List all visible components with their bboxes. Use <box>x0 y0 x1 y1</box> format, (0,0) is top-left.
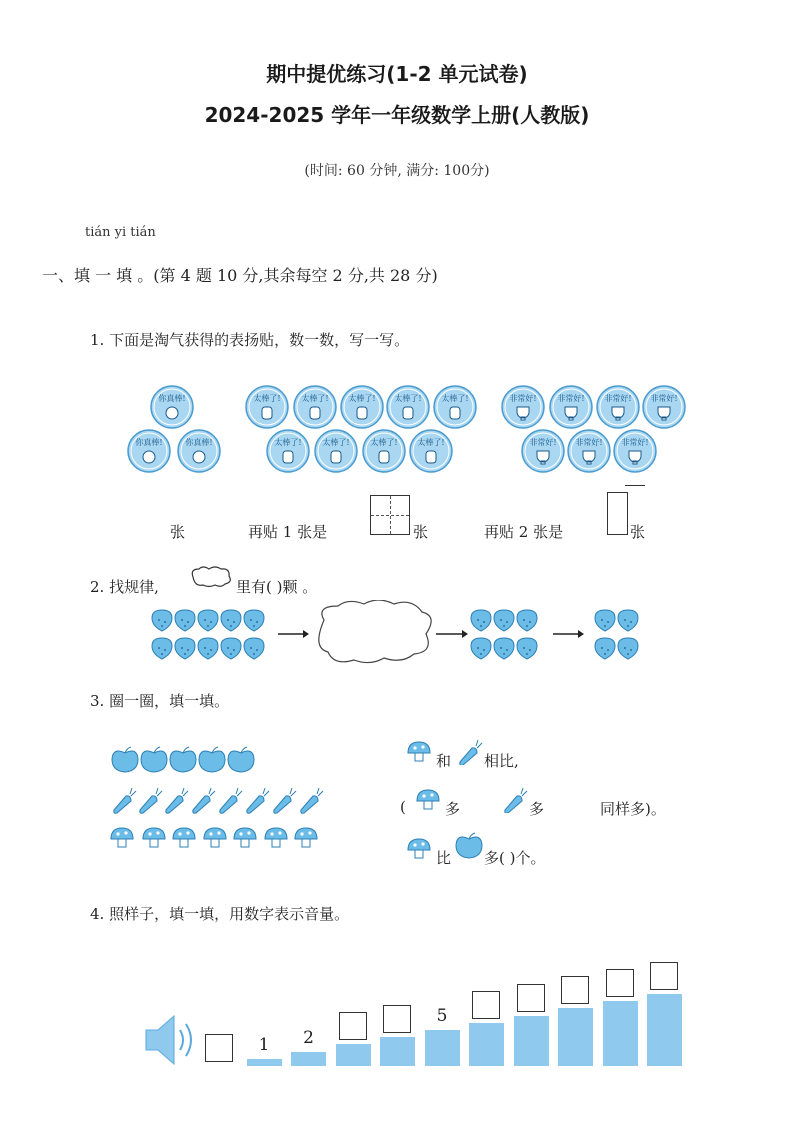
q3-option-carrot-more[interactable]: 多 <box>529 800 545 818</box>
svg-text:你真棒!: 你真棒! <box>158 394 186 403</box>
page-subtitle: 2024-2025 学年一年级数学上册(人教版) <box>204 103 590 127</box>
mushroom-icon <box>405 836 435 862</box>
svg-text:太棒了!: 太棒了! <box>274 438 302 447</box>
volume-label: 5 <box>436 1006 448 1026</box>
q1-unit-3: 张 <box>630 523 646 541</box>
q2-prompt-b: 里有( )颗 。 <box>236 578 318 596</box>
volume-answer-box[interactable] <box>517 984 545 1012</box>
q3-objects-figure <box>108 745 338 857</box>
sticker-thumb-group <box>246 386 476 472</box>
q3-line3-than: 比 <box>436 849 452 867</box>
volume-bar <box>514 1016 549 1066</box>
svg-text:太棒了!: 太棒了! <box>253 394 281 403</box>
carrot-icon <box>500 787 528 813</box>
svg-text:太棒了!: 太棒了! <box>301 394 329 403</box>
q3-line1-and: 和 <box>436 752 452 770</box>
svg-text:非常好!: 非常好! <box>575 438 603 447</box>
mushroom-icon <box>414 787 444 813</box>
svg-text:非常好!: 非常好! <box>557 394 585 403</box>
volume-answer-box[interactable] <box>561 976 589 1004</box>
cloud-blank <box>319 600 431 663</box>
q1-overline <box>625 485 645 486</box>
q2-strawberry-pattern <box>148 600 648 665</box>
volume-answer-box[interactable] <box>339 1012 367 1040</box>
volume-bar <box>380 1037 415 1066</box>
q3-option-equal[interactable]: 同样多)。 <box>600 800 666 818</box>
svg-text:太棒了!: 太棒了! <box>441 394 469 403</box>
q1-answer-box-narrow[interactable] <box>607 492 628 535</box>
svg-text:非常好!: 非常好! <box>650 394 678 403</box>
q1-stickers-figure <box>115 375 695 480</box>
q1-answer-box-tens-ones[interactable] <box>370 495 410 535</box>
mushroom-row <box>111 828 317 847</box>
berries-4 <box>595 610 638 659</box>
volume-answer-box[interactable] <box>383 1005 411 1033</box>
svg-text:非常好!: 非常好! <box>604 394 632 403</box>
volume-bar <box>647 994 682 1066</box>
svg-text:非常好!: 非常好! <box>509 394 537 403</box>
q4-prompt: 4. 照样子，填一填，用数字表示音量。 <box>90 905 350 923</box>
volume-label: 1 <box>258 1034 270 1055</box>
volume-answer-box[interactable] <box>606 969 634 997</box>
apple-row <box>112 747 254 772</box>
svg-text:太棒了!: 太棒了! <box>417 438 445 447</box>
q3-line1-compare: 相比, <box>484 752 519 770</box>
svg-text:太棒了!: 太棒了! <box>394 394 422 403</box>
svg-text:太棒了!: 太棒了! <box>348 394 376 403</box>
section-heading: 一、填 一 填 。(第 4 题 10 分,其余每空 2 分,共 28 分) <box>42 266 438 285</box>
volume-bar <box>425 1030 460 1066</box>
berries-10 <box>152 610 264 659</box>
page-title: 期中提优练习(1-2 单元试卷) <box>266 62 528 86</box>
apple-icon <box>454 832 484 862</box>
volume-bar <box>603 1001 638 1066</box>
volume-bar <box>336 1044 371 1066</box>
svg-text:非常好!: 非常好! <box>621 438 649 447</box>
sticker-trophy-group <box>502 386 685 472</box>
volume-answer-box[interactable] <box>205 1034 233 1062</box>
carrot-icon <box>455 739 483 765</box>
section-pinyin: tián yi tián <box>85 225 156 240</box>
svg-text:太棒了!: 太棒了! <box>322 438 350 447</box>
sticker-flower-group <box>128 386 220 472</box>
carrot-row <box>114 788 323 813</box>
speaker-icon <box>142 1010 202 1070</box>
volume-bar <box>469 1023 504 1066</box>
q3-line2-open: ( <box>400 798 406 816</box>
q1-unit-1: 张 <box>170 523 186 541</box>
svg-text:非常好!: 非常好! <box>529 438 557 447</box>
q1-add-two-label: 再贴 2 张是 <box>484 523 564 541</box>
q2-prompt-a: 2. 找规律, <box>90 578 159 596</box>
q3-line3-answer[interactable]: 多( )个。 <box>484 849 546 867</box>
q3-option-mushroom-more[interactable]: 多 <box>445 800 461 818</box>
svg-text:你真棒!: 你真棒! <box>185 438 213 447</box>
q1-prompt: 1. 下面是淘气获得的表扬贴，数一数，写一写。 <box>90 331 410 349</box>
cloud-icon <box>188 566 236 588</box>
svg-text:太棒了!: 太棒了! <box>370 438 398 447</box>
volume-answer-box[interactable] <box>472 991 500 1019</box>
volume-bar <box>558 1008 593 1066</box>
volume-answer-box[interactable] <box>650 962 678 990</box>
berries-6 <box>471 610 537 659</box>
volume-bar <box>291 1052 326 1066</box>
volume-bar <box>247 1059 282 1066</box>
q3-prompt: 3. 圈一圈，填一填。 <box>90 692 230 710</box>
q1-unit-2: 张 <box>413 523 429 541</box>
exam-info: (时间: 60 分钟, 满分: 100分) <box>304 163 490 179</box>
svg-text:你真棒!: 你真棒! <box>135 438 163 447</box>
arrow-icon <box>436 630 468 638</box>
volume-label: 2 <box>303 1027 314 1048</box>
arrow-icon <box>553 630 584 638</box>
arrow-icon <box>278 630 309 638</box>
q1-add-one-label: 再贴 1 张是 <box>248 523 328 541</box>
mushroom-icon <box>405 739 435 765</box>
